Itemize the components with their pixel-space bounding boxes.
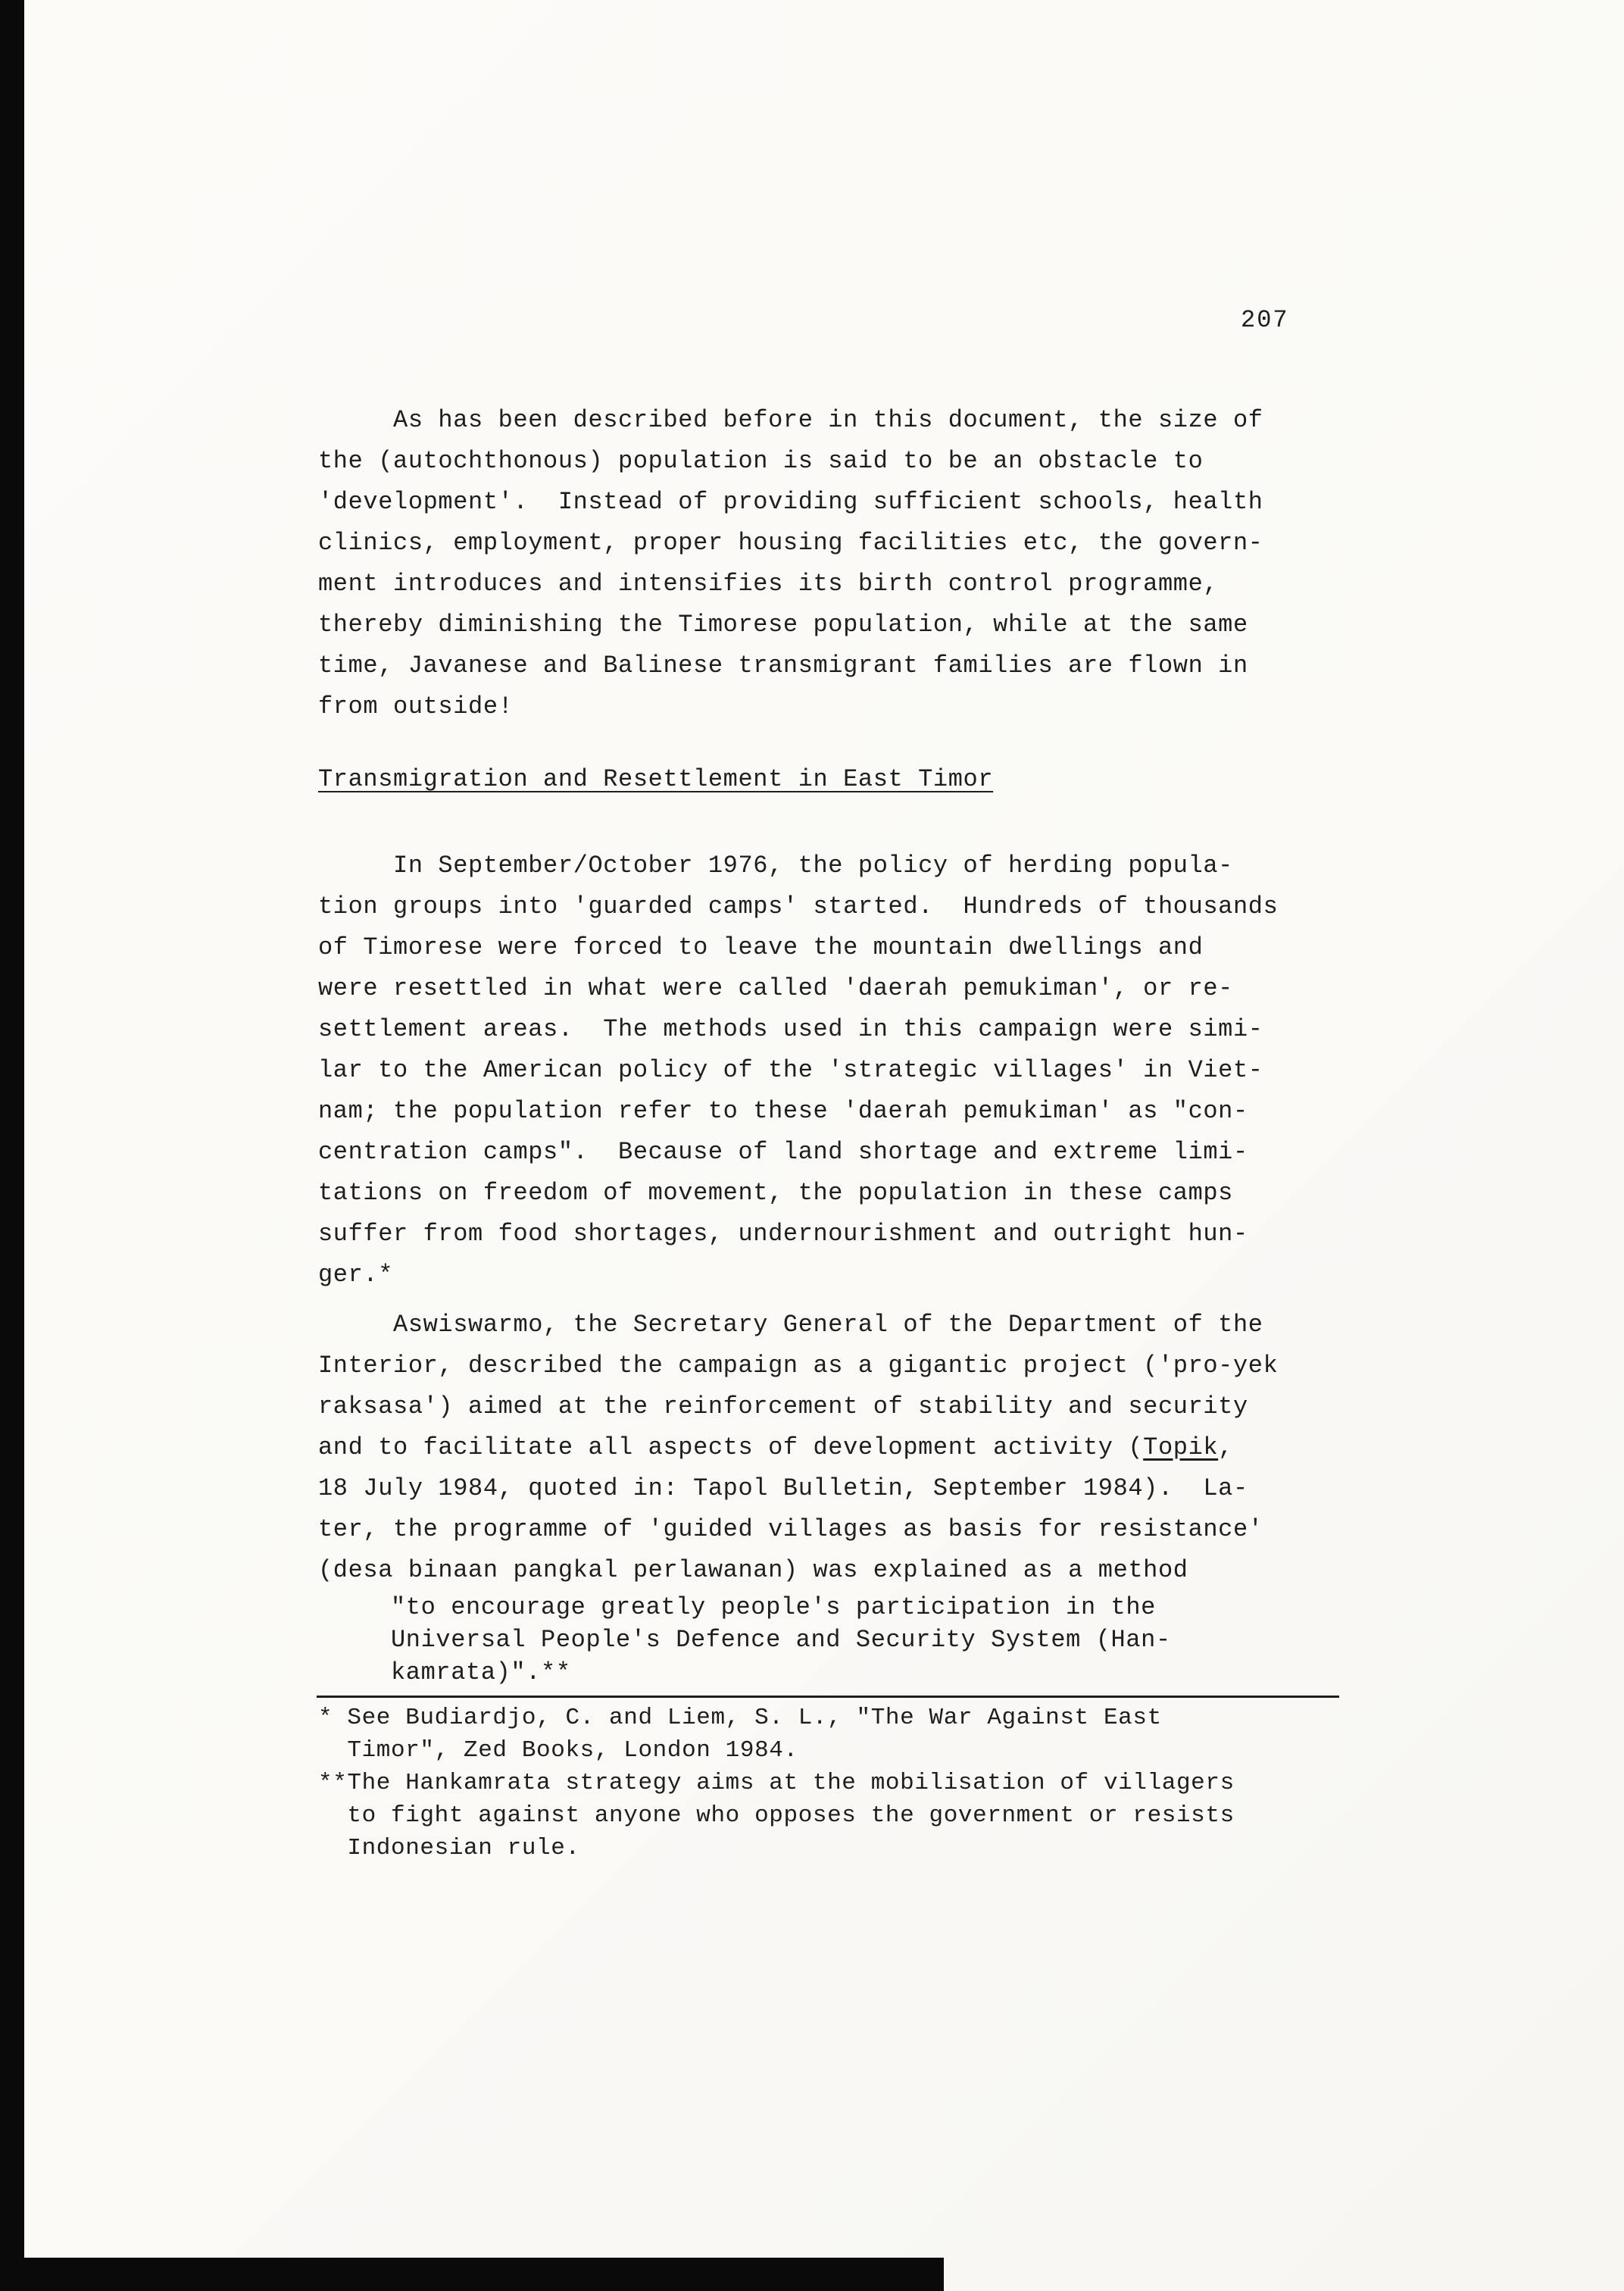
text-line: 18 July 1984, quoted in: Tapol Bulletin, September 1984). La- [318, 1474, 1248, 1502]
text-line: suffer from food shortages, undernourishment and outright hun- [318, 1220, 1248, 1248]
text-line: time, Javanese and Balinese transmigrant families are flown in [318, 652, 1248, 680]
text-line: (desa binaan pangkal perlawanan) was explained as a method [318, 1556, 1188, 1584]
text-line: the (autochthonous) population is said to be an obstacle to [318, 447, 1204, 475]
text-line: tion groups into 'guarded camps' started. Hundreds of thousands [318, 892, 1279, 920]
text-line: clinics, employment, proper housing facilities etc, the govern- [318, 529, 1263, 557]
text-line: Aswiswarmo, the Secretary General of the Department of the [318, 1311, 1263, 1339]
text-line: Interior, described the campaign as a gigantic project ('pro-yek [318, 1352, 1279, 1380]
text-line: ment introduces and intensifies its birth control programme, [318, 570, 1219, 598]
text-line: were resettled in what were called 'daerah pemukiman', or re- [318, 974, 1233, 1002]
block-quote [391, 1591, 1171, 1689]
text-line: raksasa') aimed at the reinforcement of stability and security [318, 1392, 1248, 1421]
text-line: ter, the programme of 'guided villages as basis for resistance' [318, 1515, 1263, 1543]
scan-artifact-left-bar [0, 0, 24, 2291]
text-line: In September/October 1976, the policy of herding popula- [318, 852, 1233, 880]
text-line: thereby diminishing the Timorese population, while at the same [318, 611, 1248, 639]
text-line: 'development'. Instead of providing sufficient schools, health [318, 488, 1263, 516]
text-line: **The Hankamrata strategy aims at the mobilisation of villagers [318, 1770, 1235, 1796]
text-line: * See Budiardjo, C. and Liem, S. L., "The War Against East [318, 1705, 1162, 1731]
text-line: lar to the American policy of the 'strategic villages' in Viet- [318, 1056, 1263, 1084]
text-line: "to encourage greatly people's participation in the [391, 1593, 1156, 1621]
paragraph-aswiswarmo [318, 1305, 1278, 1591]
text-line: centration camps". Because of land shortage and extreme limi- [318, 1138, 1248, 1166]
text-line: nam; the population refer to these 'daerah pemukiman' as "con- [318, 1097, 1248, 1125]
text-line: from outside! [318, 692, 514, 720]
text-line: and to facilitate all aspects of development activity (Topik, [318, 1433, 1233, 1461]
paragraph-resettlement [318, 845, 1278, 1296]
text-line: ger.* [318, 1261, 394, 1289]
text-line: tations on freedom of movement, the population in these camps [318, 1179, 1233, 1207]
text-line: Indonesian rule. [318, 1835, 580, 1861]
text-line: settlement areas. The methods used in this campaign were simi- [318, 1015, 1263, 1043]
text-line: of Timorese were forced to leave the mountain dwellings and [318, 933, 1204, 961]
text-line: kamrata)".** [391, 1658, 571, 1686]
paragraph-intro [318, 400, 1263, 727]
text-line: to fight against anyone who opposes the government or resists [318, 1802, 1235, 1829]
page-number: 207 [1241, 306, 1289, 334]
underlined-text: Topik [1143, 1433, 1219, 1461]
text-line: Universal People's Defence and Security System (Han- [391, 1626, 1171, 1654]
section-heading: Transmigration and Resettlement in East Timor [318, 765, 994, 793]
footnote-divider [317, 1696, 1339, 1698]
text-line: As has been described before in this document, the size of [318, 406, 1263, 434]
scan-artifact-bottom-bar [0, 2258, 944, 2291]
footnotes [318, 1702, 1235, 1864]
text-line: Timor", Zed Books, London 1984. [318, 1737, 798, 1764]
